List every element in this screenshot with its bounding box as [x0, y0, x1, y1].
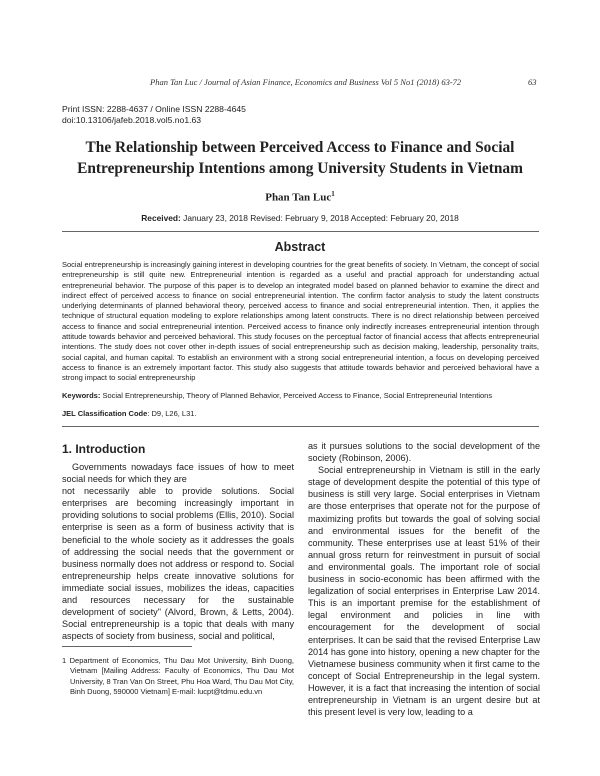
running-header-journal: Phan Tan Luc / Journal of Asian Finance, Economics and Business Vol 5 No1 (2018) 63-72 — [150, 77, 462, 87]
keywords — [62, 391, 539, 400]
divider-top — [62, 231, 539, 232]
jel-classification — [62, 409, 539, 418]
intro-paragraph-4: Social entrepreneurship in Vietnam is still in the early stage of development despite the potential of this type of business is still very large. Social enterprises in Vietnam are those enterprises that operate not for the purpose of maximizing profits but towards the goal of solving social and environmental issues for the benefit of the community. These enterprises use at least 51% of their annual gross return for reinvestment in pursuit of social and environmental goals. The important role of social business in socio-economic has been affirmed with the legalization of social enterprises in Enterprise Law 2014. This is an important premise for the establishment of legal environment and policies in line with encouragement for the development of social enterprises. It can be said that the revised Enterprise Law 2014 has gone into history, opening a new chapter for the Vietnamese business community when it first came to the concept of Social Entrepreneurship in the legal system. However, it is a fact that increasing the intention of social entrepreneurship in Vietnam is an urgent desire but at this present level is very low, leading to a — [308, 465, 541, 718]
publication-info — [62, 104, 246, 125]
intro-paragraph-2: not necessarily able to provide solutions. Social enterprises are becoming increasingly important in providing solutions to social problems (Ellis, 2010). Social enterprise is seen as a form of business activity that is beneficial to the whole society as it addresses the goals of addressing the social needs that the government or business normally does not address or respond to. Social entrepreneurship helps create innovative solutions for immediate social issues, mobilizes the ideas, capacities and resources necessary for the sustainable development of society" (Alvord, Brown, & Letts, 2004). Social entrepreneurship is a topic that deals with many aspects of society from business, social and political, — [62, 486, 294, 642]
received-label: Received: — [141, 213, 181, 223]
issn-line: Print ISSN: 2288-4637 / Online ISSN 2288-4645 — [62, 104, 246, 114]
received-dates — [0, 213, 600, 223]
abstract-heading: Abstract — [274, 240, 326, 254]
jel-codes: : D9, L26, L31. — [147, 409, 197, 418]
intro-paragraph-1: Governments nowadays face issues of how to meet social needs for which they are — [62, 462, 294, 485]
footnote-divider — [62, 646, 192, 647]
keywords-label: Keywords: — [62, 391, 101, 400]
divider-bottom — [62, 426, 539, 427]
jel-label: JEL Classification Code — [62, 409, 148, 418]
author-name: Phan Tan Luc — [265, 191, 332, 204]
author-line — [0, 190, 600, 204]
keywords-text: Social Entrepreneurship, Theory of Planned Behavior, Perceived Access to Finance, Social Entrepreneurial Intentions — [102, 391, 493, 400]
right-column — [308, 440, 540, 718]
intro-paragraph-3: as it pursues solutions to the social development of the society (Robinson, 2006). — [308, 441, 540, 464]
doi-line[interactable]: doi:10.13106/jafeb.2018.vol5.no1.63 — [62, 114, 202, 125]
page-number: 63 — [528, 77, 537, 87]
abstract-body: Social entrepreneurship is increasingly gaining interest in developing countries for the great benefits of society. In Vietnam, the concept of social entrepreneurship is still quite new. Entrepreneurial intention is regarded as a useful and practial approach for understanding actual entrepreneurial behavior. The purpose of this paper is to develop an integrated model based on planned behavior to examine the direct and indirect effect of perceived access to finance on social entrepreneurial intention. The confirm factor analysis to study the latent constructs underlying determinants of planned behavioral theory, perceived access to finance and social entrepreneurial intention. Then, it applies the technique of structural equation modeling to explore relationships among latent constructs. There is no direct relationship between perceived access to finance and social entrepreneurial intention. Perceived access to finance only indirectly increases entrepreneurial intention through attitude towards behavior and perceived behavioral. This study focuses on the perceptual factor of financial access that affects entrepreneurial intentions. The study does not cover other in-depth issues of social entrepreneurship such as decision making, leadership, personality traits, social capital, and human capital. To establish an environment with a strong social entrepreneurial intention, a focus on developing perceived access to finance is an extremely important factor. This study also suggests that attitude towards behavior and perceived behavioral have a strong impact to social entrepreneurship — [62, 260, 539, 383]
paper-title: The Relationship between Perceived Access to Finance and Social Entrepreneurship Intentions among University Students in Vietnam — [77, 139, 523, 177]
footnote-affiliation: 1 Department of Economics, Thu Dau Mot University, Binh Duong, Vietnam [Mailing Address: Faculty of Economics, Thu Dau Mot University, 8 Tran Van On Street, Phu Hoa Ward, Thu Dau Mot City, Binh Duong, 590000 Vietnam] E-mail: lucpt@tdmu.edu.vn — [62, 656, 294, 696]
author-affiliation-marker: 1 — [331, 190, 335, 198]
section-heading-introduction: 1. Introduction — [62, 442, 146, 456]
left-column — [62, 441, 294, 642]
received-dates-text: January 23, 2018 Revised: February 9, 2018 Accepted: February 20, 2018 — [183, 213, 459, 223]
